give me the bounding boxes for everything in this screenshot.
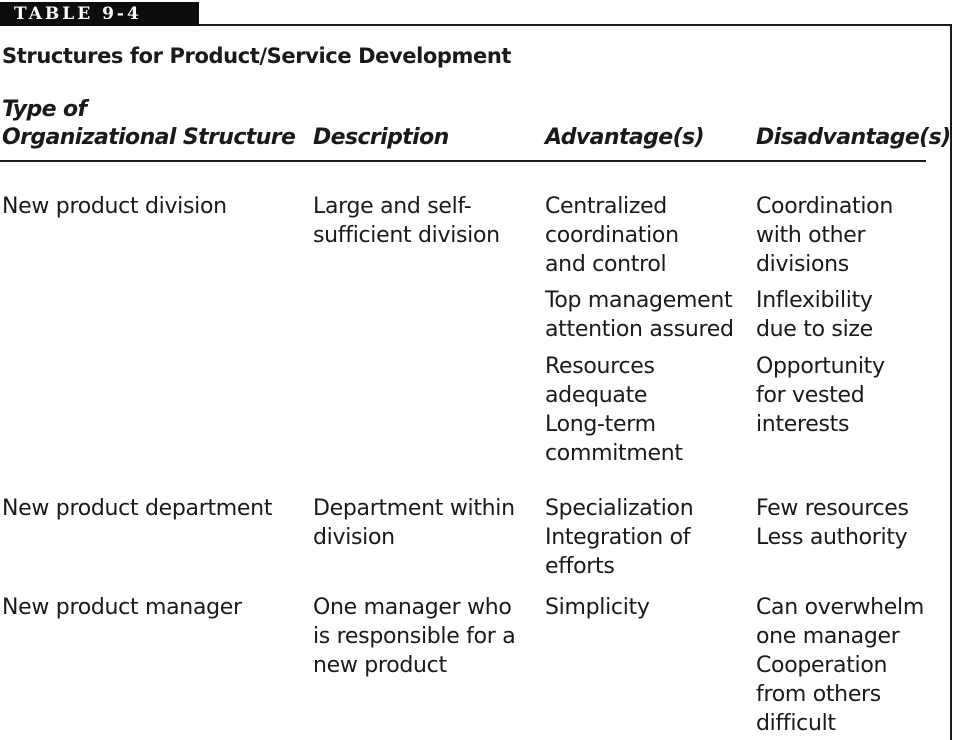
row-2-advantage-1-line: efforts — [545, 554, 615, 579]
row-1-disadvantage-3-line: interests — [756, 412, 850, 437]
row-1-advantage-2-line: attention assured — [545, 317, 734, 342]
row-1-advantage-2 — [545, 286, 734, 344]
row-3-disadvantage-1-line: Can overwhelm — [756, 595, 924, 620]
row-3-description-line: is responsible for a — [313, 624, 516, 649]
top-border-rule — [199, 24, 952, 26]
row-2-disadvantage-1-line: Few resources — [756, 496, 909, 521]
table-number-label: TABLE 9-4 — [0, 2, 199, 26]
row-1-disadvantage-1-line: with other — [756, 223, 866, 248]
row-1-disadvantage-2 — [756, 286, 873, 344]
row-1-disadvantage-3-line: for vested — [756, 383, 865, 408]
header-type-of-structure — [2, 96, 295, 152]
row-3-description-line: new product — [313, 653, 447, 678]
row-1-advantage-3-line: commitment — [545, 441, 683, 466]
row-2-advantage-1 — [545, 494, 693, 581]
row-3-type — [2, 593, 242, 622]
row-1-advantage-2-line: Top management — [545, 288, 733, 313]
row-3-disadvantage-1-line: difficult — [756, 711, 836, 736]
header-type-line-2: Organizational Structure — [2, 125, 296, 150]
row-2-description — [313, 494, 515, 552]
row-1-advantage-1-line: coordination — [545, 223, 679, 248]
header-rule — [0, 160, 926, 162]
row-3-advantage-1 — [545, 593, 650, 622]
row-2-description-line: Department within — [313, 496, 515, 521]
row-2-advantage-1-line: Specialization — [545, 496, 694, 521]
row-1-advantage-1-line: Centralized — [545, 194, 667, 219]
row-1-type-line: New product division — [2, 194, 227, 219]
row-2-disadvantage-1 — [756, 494, 909, 552]
row-2-description-line: division — [313, 525, 395, 550]
row-3-description-line: One manager who — [313, 595, 512, 620]
row-3-advantage-1-line: Simplicity — [545, 595, 650, 620]
row-1-disadvantage-3-line: Opportunity — [756, 354, 885, 379]
row-1-disadvantage-2-line: Inflexibility — [756, 288, 873, 313]
row-3-disadvantage-1-line: from others — [756, 682, 881, 707]
row-1-disadvantage-2-line: due to size — [756, 317, 873, 342]
row-3-type-line: New product manager — [2, 595, 242, 620]
row-3-disadvantage-1-line: one manager — [756, 624, 900, 649]
row-1-advantage-1 — [545, 192, 679, 279]
row-1-advantage-3 — [545, 352, 683, 468]
header-disadvantages: Disadvantage(s) — [756, 125, 951, 150]
header-advantages: Advantage(s) — [545, 125, 704, 150]
row-2-disadvantage-1-line: Less authority — [756, 525, 908, 550]
row-1-advantage-3-line: Long-term — [545, 412, 656, 437]
table-title: Structures for Product/Service Development — [2, 44, 512, 68]
row-1-advantage-1-line: and control — [545, 252, 667, 277]
row-1-description-line: sufficient division — [313, 223, 500, 248]
row-1-disadvantage-1-line: Coordination — [756, 194, 893, 219]
row-1-advantage-3-line: adequate — [545, 383, 648, 408]
row-3-description — [313, 593, 515, 680]
row-2-advantage-1-line: Integration of — [545, 525, 691, 550]
row-1-type — [2, 192, 227, 221]
row-2-type — [2, 494, 272, 523]
row-2-type-line: New product department — [2, 496, 273, 521]
row-1-disadvantage-3 — [756, 352, 885, 439]
row-3-disadvantage-1-line: Cooperation — [756, 653, 888, 678]
row-1-description — [313, 192, 500, 250]
row-3-disadvantage-1 — [756, 593, 924, 738]
row-1-advantage-3-line: Resources — [545, 354, 655, 379]
header-description: Description — [313, 125, 449, 150]
row-1-description-line: Large and self- — [313, 194, 472, 219]
row-1-disadvantage-1-line: divisions — [756, 252, 849, 277]
header-type-line-1: Type of — [2, 97, 87, 122]
row-1-disadvantage-1 — [756, 192, 893, 279]
